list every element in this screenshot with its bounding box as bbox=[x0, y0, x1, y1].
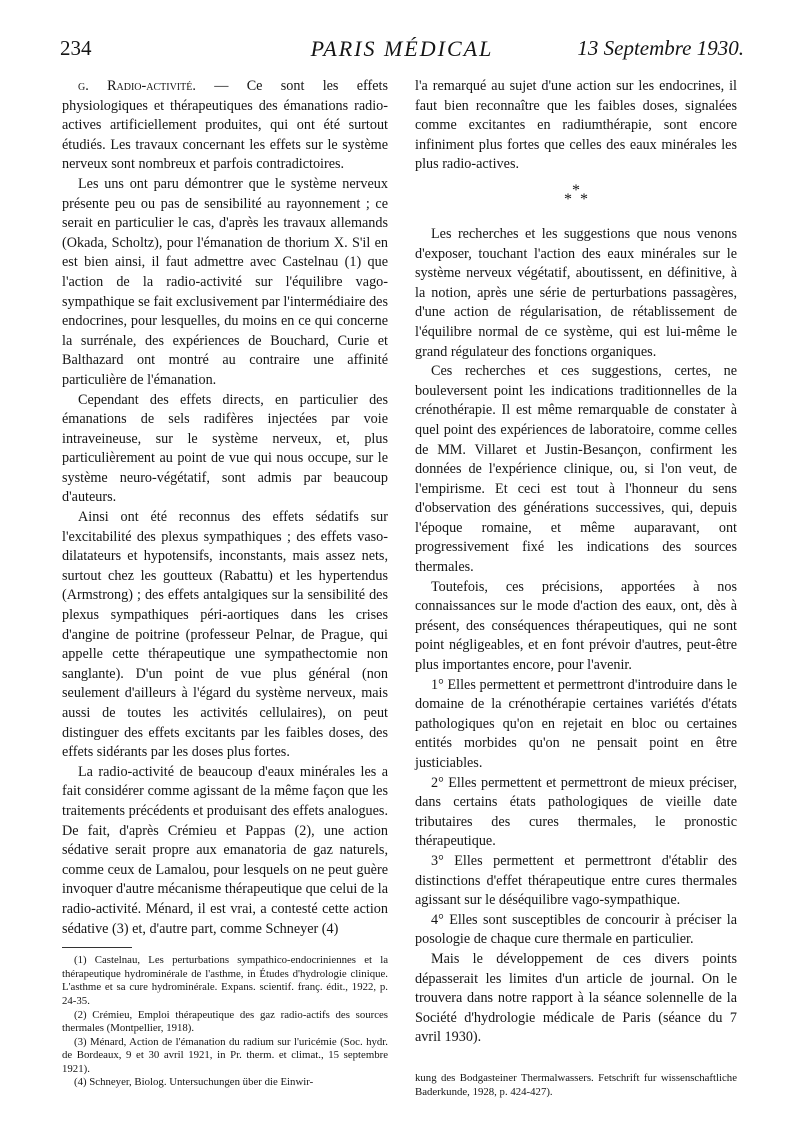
paragraph: Les recherches et les suggestions que nous venons d'exposer, touchant l'action des eaux minérales sur le système nerveux végétatif, aboutissent, en définitive, à la notion, après une série de perturbations passagères, d'une action de régularisation, de rétablissement de l'équilibre normal de ce système, qui est lui-même le grand régulateur des fonctions organiques. bbox=[415, 225, 737, 360]
paragraph-text: — Ce sont les effets physiologiques et thérapeutiques des émanations radio-actives artificiellement produites, qui ont été surtout étudiés. Les travaux concernant les effets sur le système nerveux sont nombreux et parfois contradictoires. bbox=[62, 78, 388, 173]
asterism-star: * bbox=[564, 190, 572, 208]
journal-title: PARIS MÉDICAL bbox=[310, 36, 494, 61]
numbered-point: 1° Elles permettent et permettront d'introduire dans le domaine de la crénothérapie certaines variétés d'états pathologiques qu'on en rejetait en bloc ou certaines entités morbides qu'on ne pensait point en être justiciables. bbox=[415, 676, 737, 771]
left-column bbox=[62, 77, 388, 1090]
footnote: (4) Schneyer, Biolog. Untersuchungen über die Einwir- bbox=[74, 1076, 314, 1089]
paragraph: Mais le développement de ces divers points dépasserait les limites d'un article de journal. On le trouvera dans notre rapport à la séance solennelle de la Société d'hydrologie médicale de Paris (séance du 7 avril 1930). bbox=[415, 950, 737, 1046]
asterism-star: * bbox=[572, 181, 580, 199]
footnotes bbox=[62, 954, 388, 1090]
issue-date: 13 Septembre 1930. bbox=[577, 36, 744, 60]
footnote: (2) Crémieu, Emploi thérapeutique des gaz radio-actifs des sources thermales (Montpellier, 1918). bbox=[62, 1008, 388, 1035]
paragraph: Les uns ont paru démontrer que le système nerveux présente peu ou pas de sensibilité au rayonnement ; ce serait en particulier le cas, d'après les travaux allemands (Okada, Scholtz), pour l'émanation de thorium X. S'il en est bien ainsi, il faut admettre avec Castelnau (1) que l'action de la radio-activité sur l'équilibre vago-sympathique se fait exclusivement par l'intermédiaire des endocrines, pour lesquelles, du moins en ce qui concerne la surrénale, des expériences de Bouchard, Curie et Balthazard ont montré au contraire une affinité particulière de l'émanation. bbox=[62, 175, 388, 388]
paragraph: Ces recherches et ces suggestions, certes, ne bouleversent point les indications traditionnelles de la crénothérapie. Il est même remarquable de constater à quel point des expériences de laboratoire, comme celles de MM. Villaret et Justin-Besançon, confirment les données de l'expérience clinique, ou, si l'on veut, de l'empirisme. Et ceci est tout à l'honneur du sens d'observation des générations successives, qui, depuis l'époque romaine, et même auparavant, ont progressivement fixé les indications des sources thermales. bbox=[415, 363, 737, 576]
numbered-point: 4° Elles sont susceptibles de concourir à préciser la posologie de chaque cure thermale en particulier. bbox=[415, 911, 737, 948]
section-paragraph bbox=[62, 77, 388, 175]
footnote-continuation-block bbox=[415, 1072, 737, 1099]
footnote: (3) Ménard, Action de l'émanation du radium sur l'uricémie (Soc. hydr. de Bordeaux, 9 et 30 avril 1921, in Pr. therm. et climat., 15 septembre 1921). bbox=[62, 1035, 388, 1075]
paragraph: Toutefois, ces précisions, apportées à nos connaissances sur le mode d'action des eaux, ont, dès à présent, des conséquences thérapeutiques, qui ne sont point négligeables, et en font prévoir d'autres, peut-être plus importantes encore, pour l'avenir. bbox=[415, 578, 737, 674]
paragraph: Cependant des effets directs, en particulier des émanations de sels radifères injectées par voie intraveineuse, sur le système nerveux, et, plus particulièrement au point de vue qui nous occupe, sur le système neuro-végétatif, sont admis par beaucoup d'auteurs. bbox=[62, 391, 388, 506]
paragraph: La radio-activité de beaucoup d'eaux minérales les a fait considérer comme agissant de la même façon que les traitements précédents et produisant des effets analogues. De fait, d'après Crémieu et Pappas (2), une action sédative serait propre aux emanatoria de gaz naturels, comme ceux de Lamalou, pour lesquels on ne peut guère invoquer d'autre mécanisme thérapeutique que celui de la radio-activité. Ménard, il est vrai, a contesté cette action sédative (3) et, d'autre part, comme Schneyer (4) bbox=[62, 763, 388, 937]
page-number: 234 bbox=[60, 36, 92, 60]
page-header bbox=[60, 36, 744, 70]
footnote-rule bbox=[62, 947, 132, 948]
asterism bbox=[415, 183, 737, 209]
footnote: (1) Castelnau, Les perturbations sympathico-endocriniennes et la thérapeutique hydrominérale de l'asthme, in Études d'hydrologie clinique. L'asthme et sa cure hydrominérale. Expans. scientif. franç. édit., 1922, p. 24-35. bbox=[62, 954, 388, 1007]
numbered-point: 3° Elles permettent et permettront d'établir des distinctions d'effet thérapeutique entre cures thermales agissant sur le déséquilibre vago-sympathique. bbox=[415, 852, 737, 909]
paragraph: l'a remarqué au sujet d'une action sur les endocrines, il faut bien reconnaître que les faibles doses, signalées comme excitantes en radiumthérapie, sont encore infiniment plus fortes que celles des eaux minérales les plus radio-actives. bbox=[415, 78, 737, 173]
asterism-star: * bbox=[580, 190, 588, 208]
paragraph: Ainsi ont été reconnus des effets sédatifs sur l'excitabilité des plexus sympathiques ; des effets vaso-dilatateurs et hypotensifs, inconstants, mais assez nets, surtout chez les goutteux (Rabattu) et les hypertendus (Armstrong) ; des effets antalgiques sur la sensibilité des plexus sympathiques péri-aortiques dans les crises d'angine de poitrine (professeur Pelnar, de Prague, qui appelle cette thérapeutique une sympathectomie non sanglante). D'un point de vue plus général (non seulement d'ailleurs à l'égard du système nerveux, mais aussi de toutes les activités cellulaires), on peut distinguer des effets excitants par les faibles doses, des effets sidérants par les doses plus fortes. bbox=[62, 509, 388, 761]
numbered-point: 2° Elles permettent et permettront de mieux préciser, dans certains états pathologiques de vieille date tributaires des cures thermales, le pronostic thérapeutique. bbox=[415, 774, 737, 850]
section-title: g. Radio-activité. bbox=[78, 78, 196, 94]
right-column bbox=[415, 77, 737, 1099]
footnote-continuation: kung des Bodgasteiner Thermalwassers. Fetschrift fur wissenschaftliche Baderkunde, 1928, p. 424-427). bbox=[415, 1071, 737, 1098]
